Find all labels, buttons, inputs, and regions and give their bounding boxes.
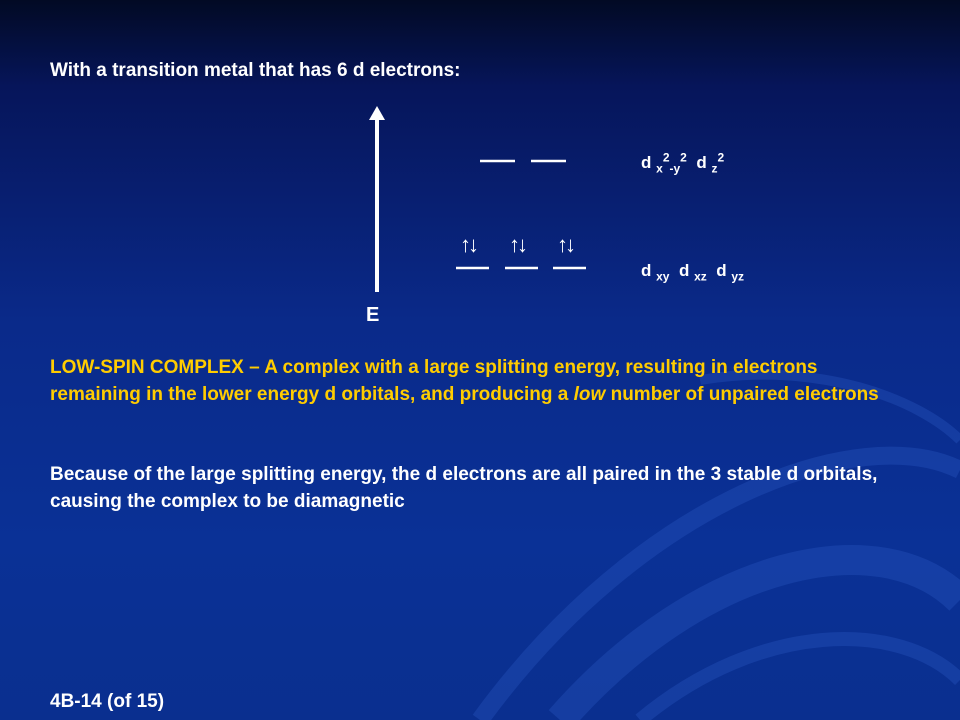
definition-dash: – — [243, 357, 265, 378]
orbital-label-dx2y2: d $_x^2_{-y}^2$ — [641, 150, 687, 176]
orbital-label-dz2: d $_z^2$ — [696, 150, 725, 176]
slide-heading: With a transition metal that has 6 d electrons: — [50, 60, 461, 81]
electron-pair-dyz: ↑↓ — [557, 232, 573, 257]
explanation-text: Because of the large splitting energy, the d electrons are all paired in the 3 stable d orbitals, causing the complex to be diamagnetic — [50, 464, 878, 512]
definition-text-1: A complex with a large splitting energy, resulting in electrons remaining in the lower energy d orbitals, and producing a — [50, 357, 818, 405]
definition-text-2: number of unpaired electrons — [605, 384, 879, 405]
lower-orbital-labels — [641, 261, 744, 283]
slide-number: 4B-14 (of 15) — [50, 691, 165, 712]
orbital-label-dyz: d $_{yz}$ — [716, 261, 745, 284]
low-spin-definition — [50, 354, 900, 408]
definition-term: LOW-SPIN COMPLEX — [50, 357, 244, 378]
definition-italic-word: low — [573, 384, 606, 405]
orbital-label-dxy: d $_{xy}$ — [641, 261, 670, 284]
upper-orbital-labels — [641, 150, 724, 175]
electron-pair-dxy: ↑↓ — [460, 232, 476, 257]
energy-axis-arrowhead — [369, 106, 385, 120]
electron-pair-dxz: ↑↓ — [509, 232, 525, 257]
energy-axis-label: E — [366, 304, 380, 326]
orbital-label-dxz: d $_{xz}$ — [678, 261, 707, 284]
